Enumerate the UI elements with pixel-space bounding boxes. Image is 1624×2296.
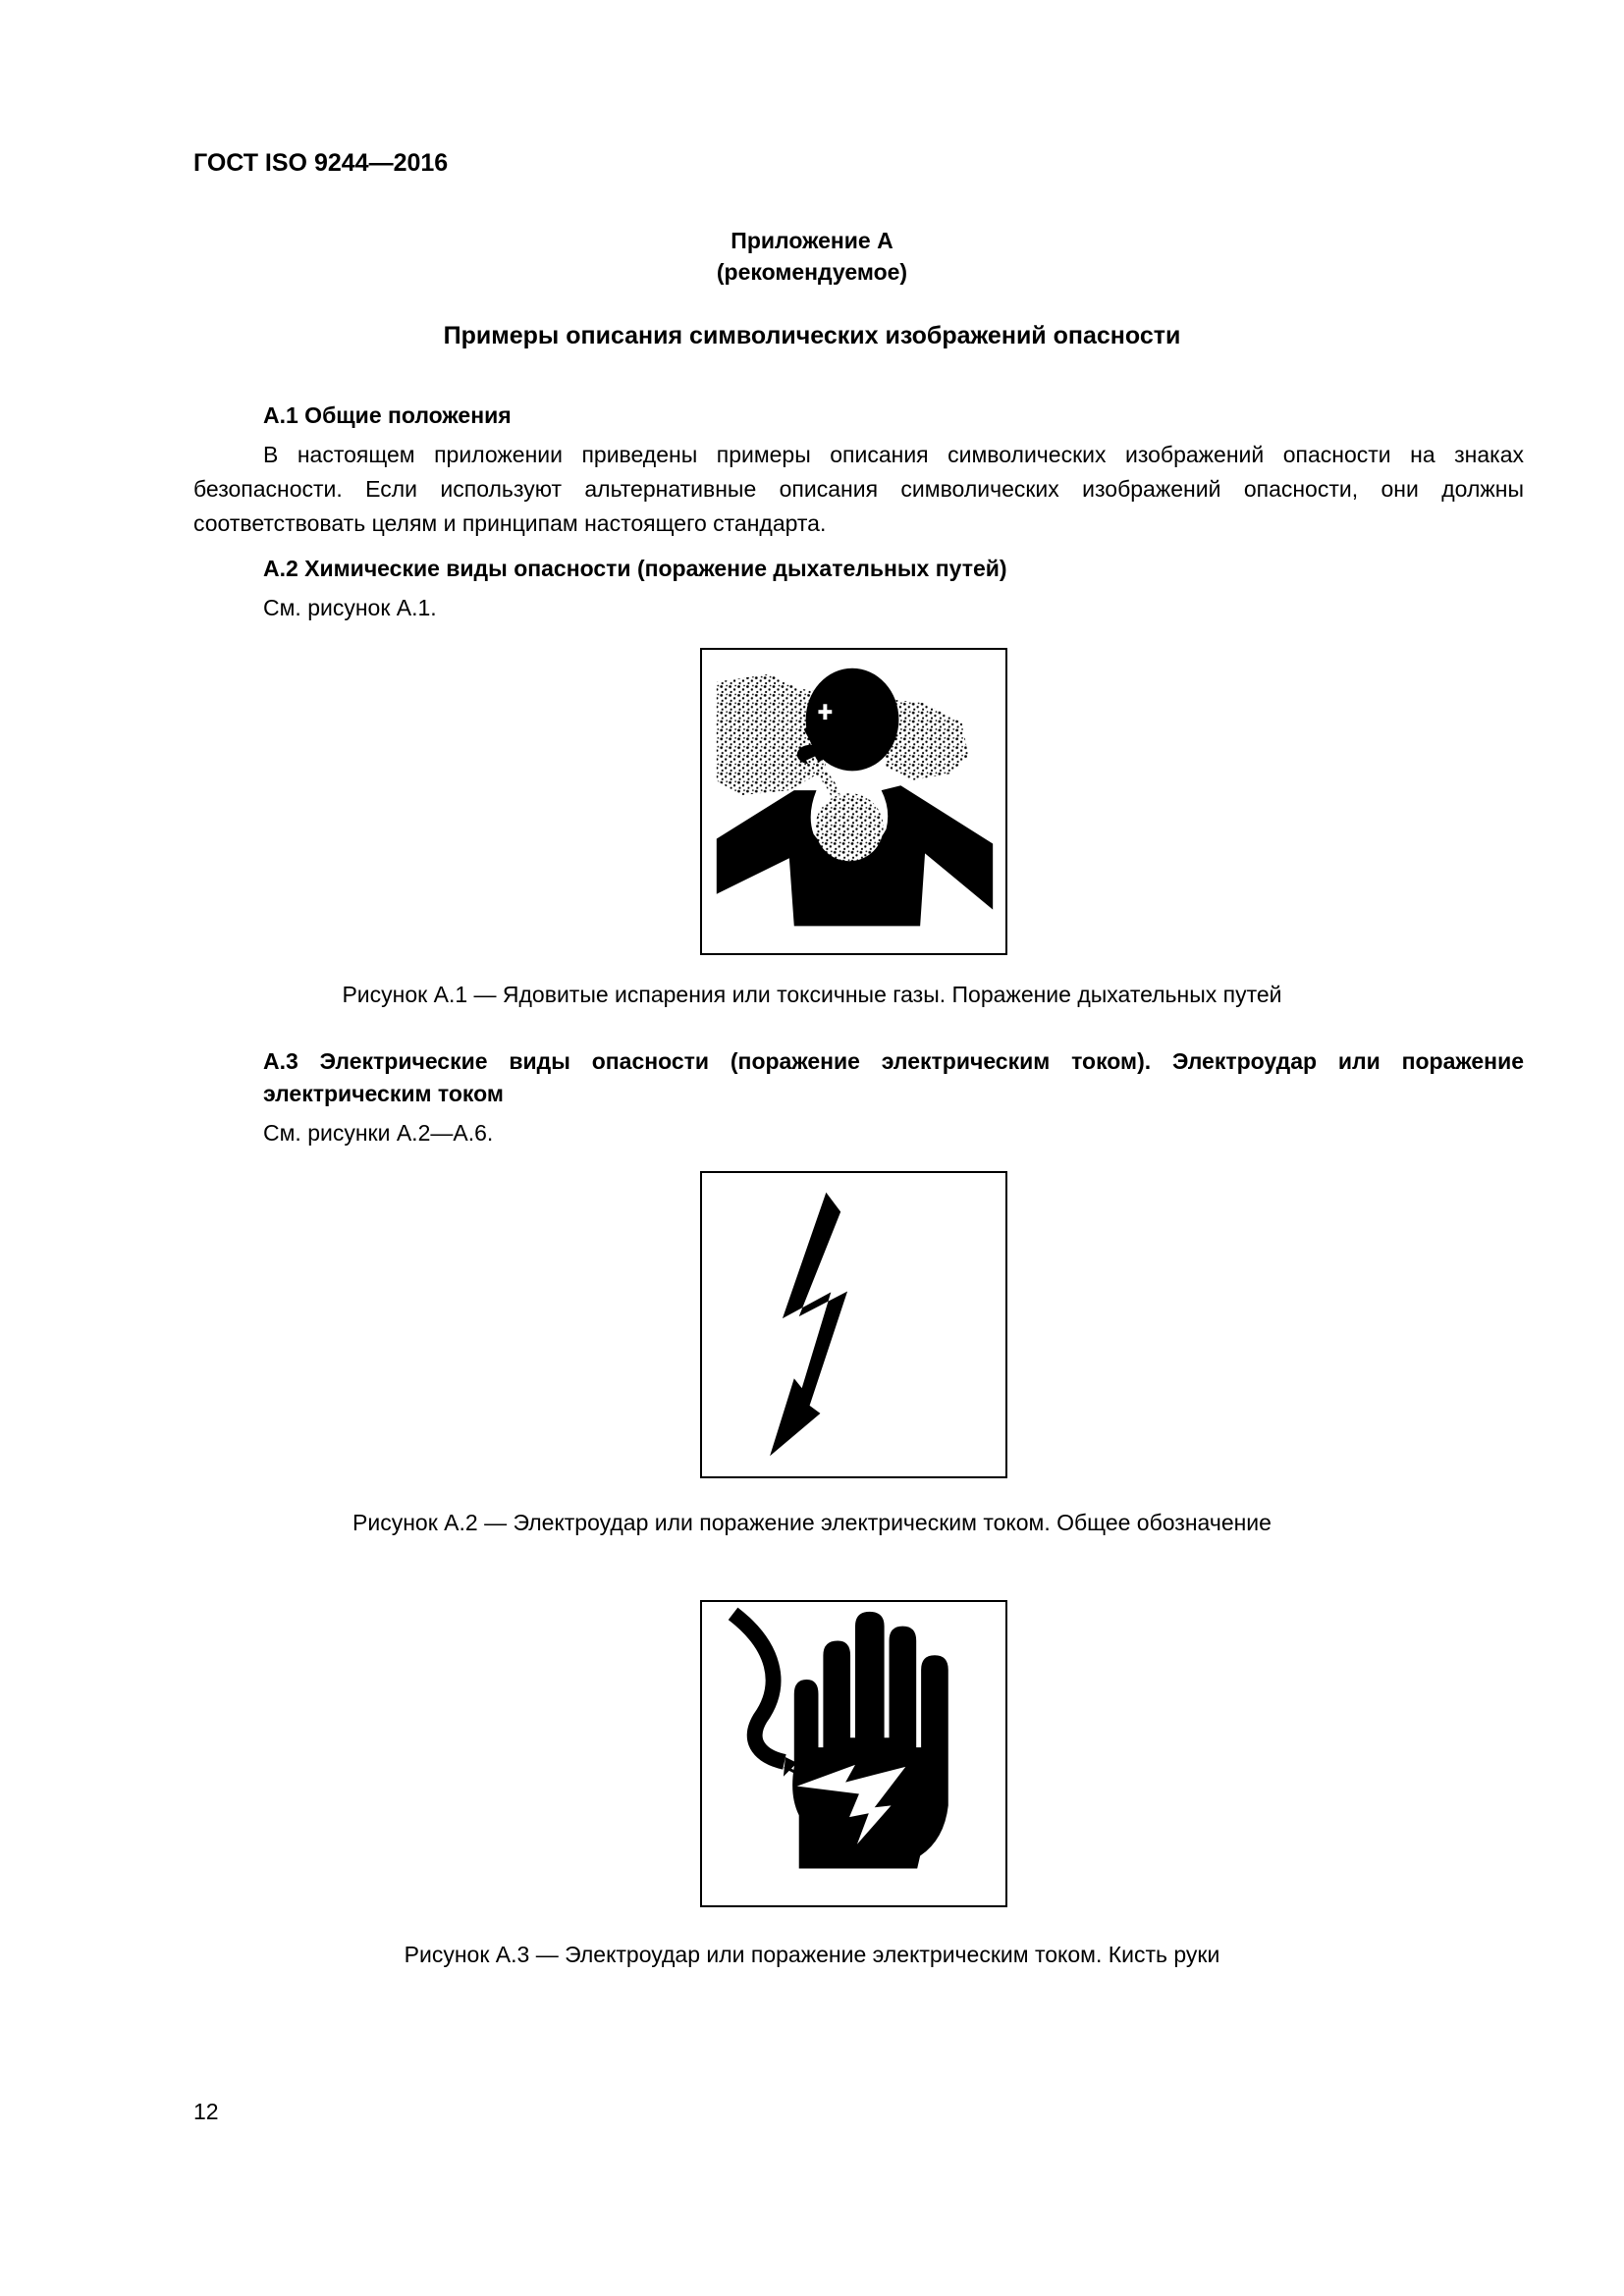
lightning-arrow-icon xyxy=(702,1173,1005,1476)
section-a3-see: См. рисунки А.2—А.6. xyxy=(263,1120,494,1146)
section-a1-title: А.1 Общие положения xyxy=(263,402,512,428)
electrocuted-hand-icon xyxy=(702,1602,1005,1905)
figure-a1-caption: Рисунок А.1 — Ядовитые испарения или токсичные газы. Поражение дыхательных путей xyxy=(342,982,1282,1007)
section-a1-text: В настоящем приложении приведены примеры описания символических изображений опасности на знаках безопасности. Если используют альтернативные описания символических изображений опасности, они должны соответствовать целям и принципам настоящего стандарта. xyxy=(193,442,1524,536)
figure-a3-frame xyxy=(700,1600,1007,1907)
document-header: ГОСТ ISO 9244—2016 xyxy=(193,149,449,177)
page-number: 12 xyxy=(193,2099,219,2124)
section-a2-title: А.2 Химические виды опасности (поражение дыхательных путей) xyxy=(263,556,1007,581)
section-a2-see: См. рисунок А.1. xyxy=(263,595,437,620)
annex-heading: Примеры описания символических изображений опасности xyxy=(443,322,1181,349)
figure-a1-frame xyxy=(700,648,1007,955)
figure-a2-frame xyxy=(700,1171,1007,1478)
section-a3-title: А.3 Электрические виды опасности (поражение электрическим током). Электроудар или поражение электрическим током xyxy=(263,1048,1524,1106)
annex-type: (рекомендуемое) xyxy=(716,259,908,285)
annex-title: Приложение А xyxy=(731,228,893,253)
figure-a2-caption: Рисунок А.2 — Электроудар или поражение электрическим током. Общее обозначение xyxy=(352,1510,1272,1535)
figure-a3-caption: Рисунок А.3 — Электроудар или поражение электрическим током. Кисть руки xyxy=(404,1942,1220,1967)
toxic-fumes-icon xyxy=(702,650,1005,953)
